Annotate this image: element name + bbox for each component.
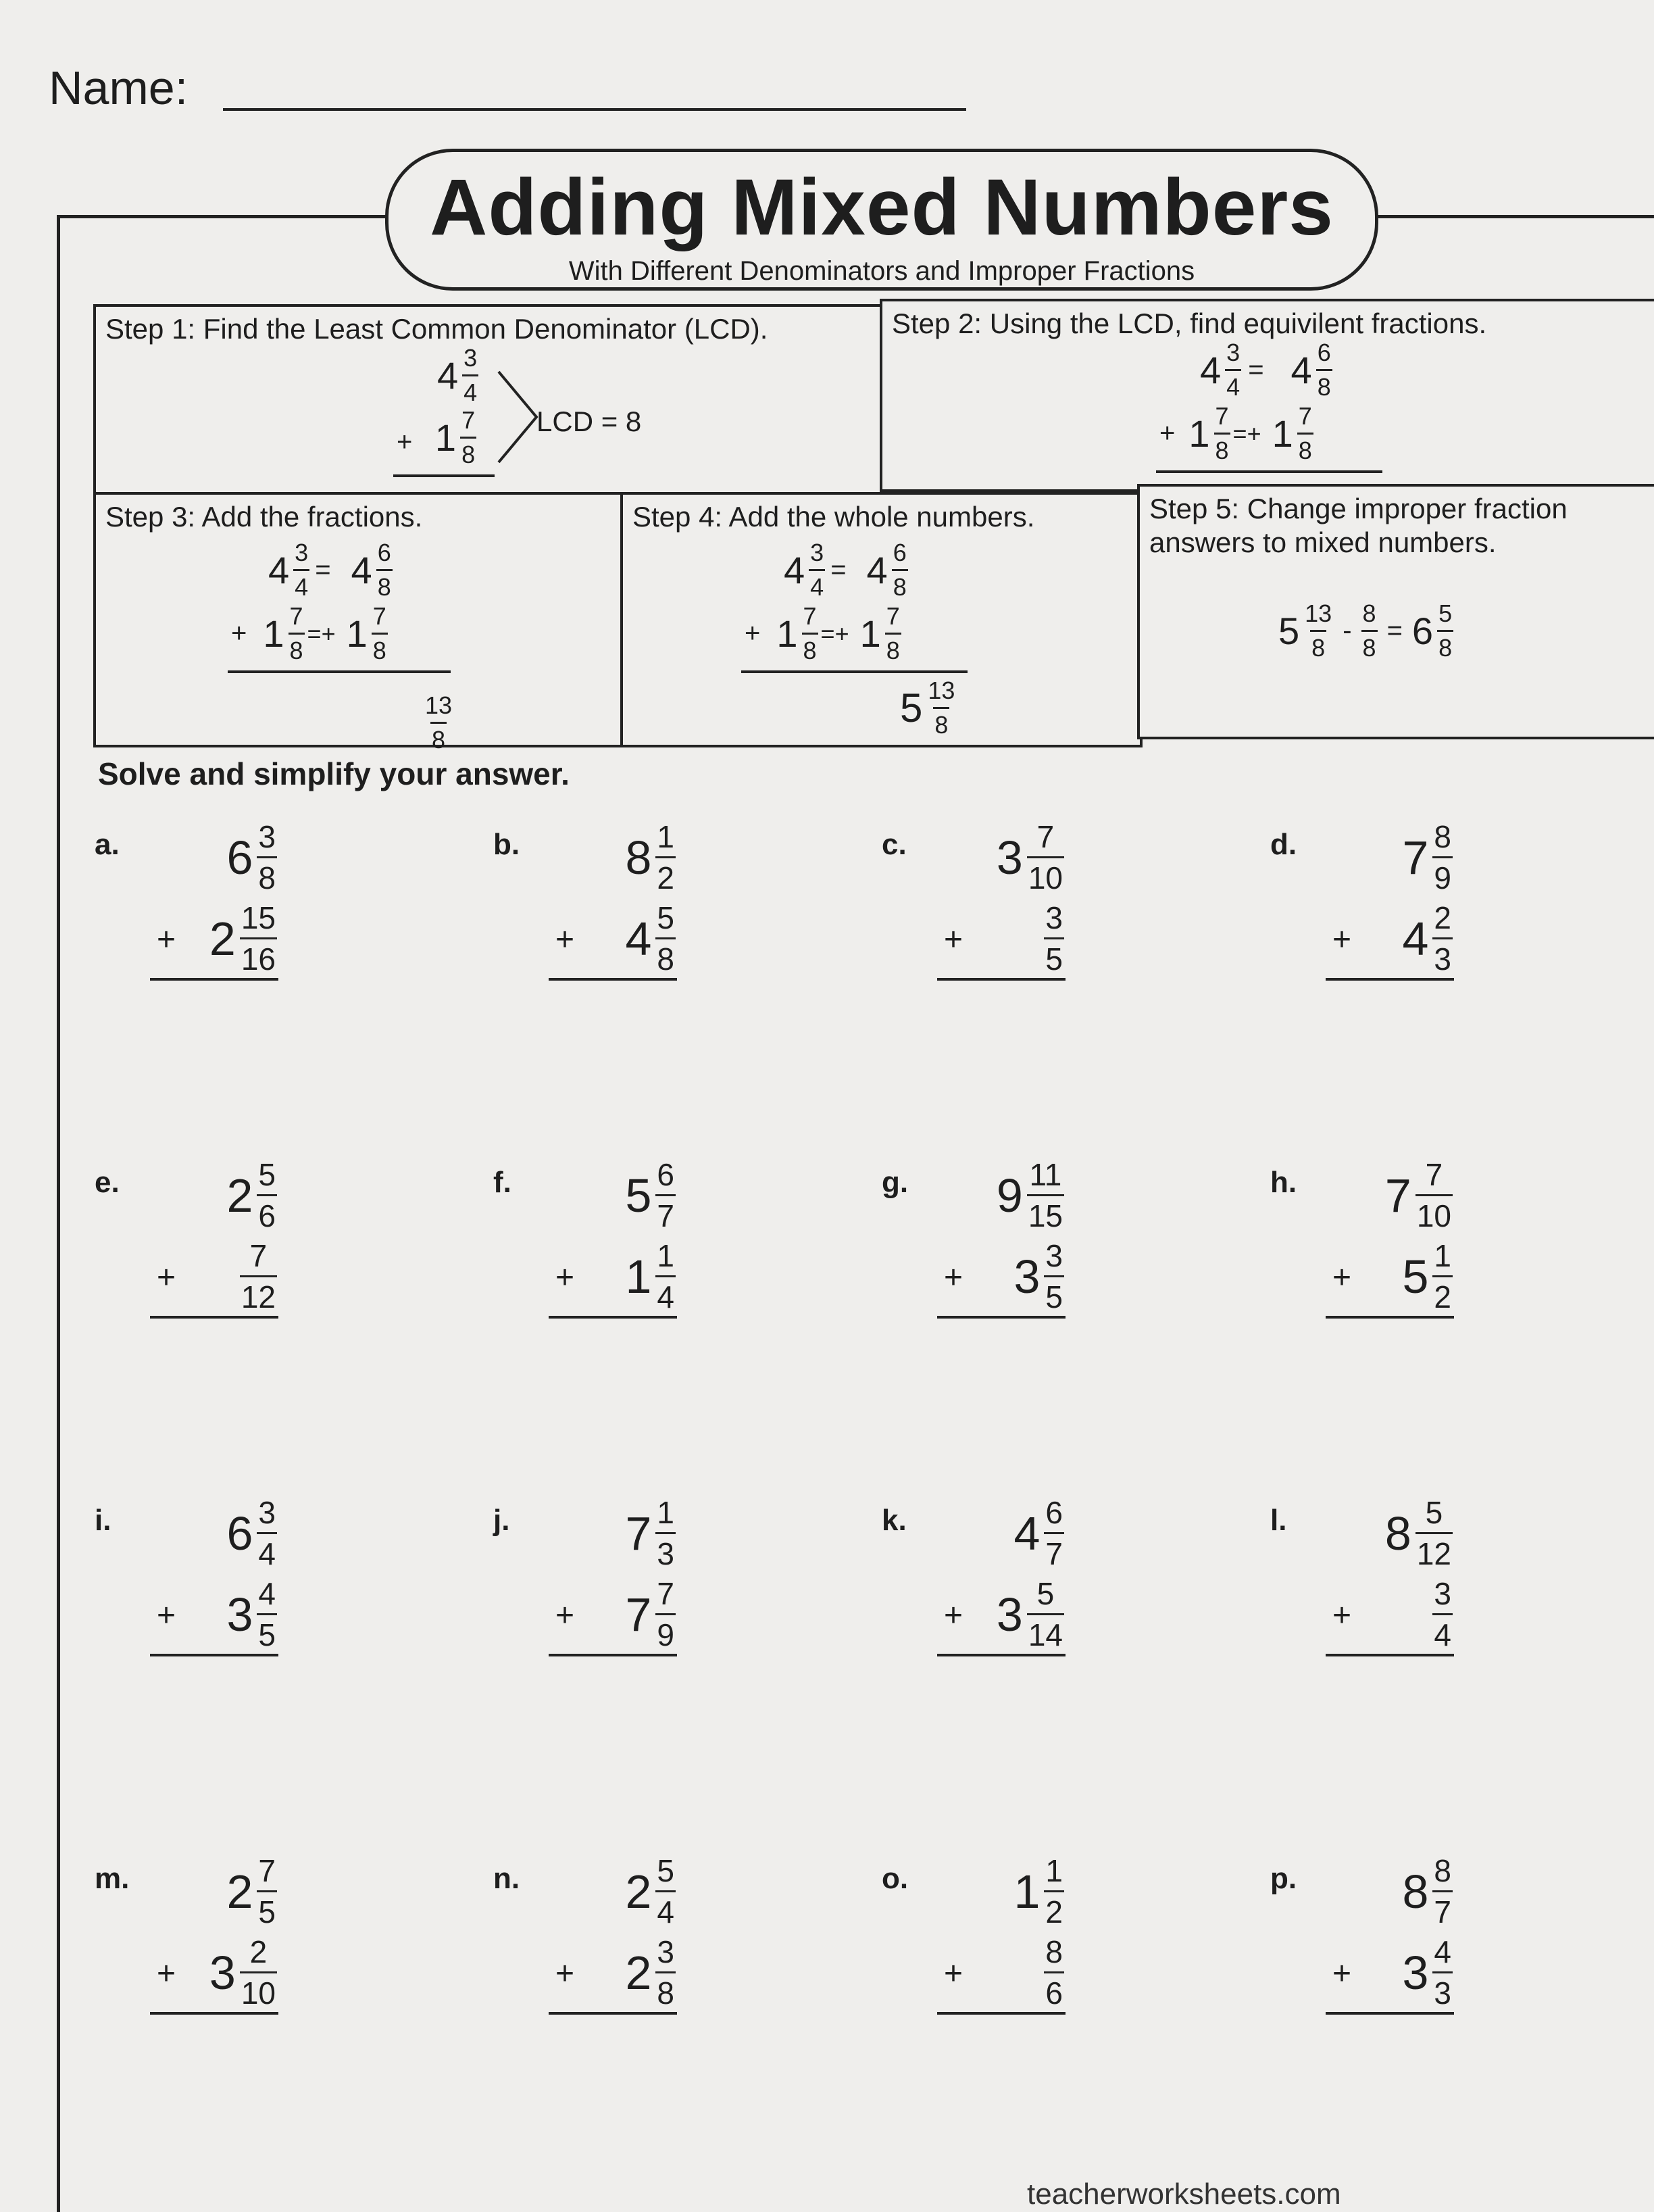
answer-line[interactable] xyxy=(937,1654,1066,1656)
step-5-conversion: 5 $\frac{13}{8}$ - $\frac{8}{8}$ = 6 $\frac{5}{8}$ xyxy=(1278,599,1453,662)
step-1-label: Step 1: Find the Least Common Denominator (LCD). xyxy=(105,313,768,345)
answer-line[interactable] xyxy=(937,2012,1066,2015)
answer-line[interactable] xyxy=(549,978,677,981)
problem-bottom-number: 3 $\frac{2}{10}$ xyxy=(209,1934,276,2011)
problem-l xyxy=(1270,1497,1608,1673)
footer-url: teacherworksheets.com xyxy=(1027,2178,1341,2211)
step-3-sum-line xyxy=(228,670,451,673)
plus-sign: + xyxy=(944,922,963,958)
plus-sign: + xyxy=(555,1260,575,1296)
step-2-box xyxy=(880,299,1654,492)
problem-bottom-number: $\frac{3}{5}$ xyxy=(1045,900,1063,977)
answer-line[interactable] xyxy=(150,2012,278,2015)
problem-bottom-number: 7 $\frac{7}{9}$ xyxy=(625,1576,674,1652)
lcd-text: LCD = 8 xyxy=(536,405,642,437)
answer-line[interactable] xyxy=(1326,2012,1454,2015)
problem-letter: d. xyxy=(1270,828,1297,861)
problem-letter: g. xyxy=(882,1166,909,1199)
step-3-bottom-row: + 1 $\frac{7}{8}$ = + 1 $\frac{7}{8}$ xyxy=(231,602,386,664)
problem-bottom-number: 2 $\frac{15}{16}$ xyxy=(209,900,276,977)
problem-b xyxy=(493,821,831,997)
answer-line[interactable] xyxy=(1326,1316,1454,1319)
step-4-mixed-sum: 5 $\frac{13}{8}$ xyxy=(900,677,955,739)
problem-bottom-number: $\frac{3}{4}$ xyxy=(1434,1576,1451,1652)
problem-k xyxy=(882,1497,1220,1673)
instructions: Solve and simplify your answer. xyxy=(98,756,570,791)
plus-sign: + xyxy=(944,1956,963,1992)
problem-i xyxy=(95,1497,432,1673)
problem-letter: o. xyxy=(882,1862,909,1895)
problem-j xyxy=(493,1497,831,1673)
problem-d xyxy=(1270,821,1608,997)
answer-line[interactable] xyxy=(1326,1654,1454,1656)
problem-p xyxy=(1270,1855,1608,2031)
step-4-box xyxy=(620,492,1143,747)
problem-c xyxy=(882,821,1220,997)
name-label: Name: xyxy=(49,62,189,114)
step-3-box xyxy=(93,492,626,754)
problem-a xyxy=(95,821,432,997)
step-1-box xyxy=(93,304,882,497)
plus-sign: + xyxy=(1332,1260,1352,1296)
problem-m xyxy=(95,1855,432,2031)
problem-top-number: 7 $\frac{1}{3}$ xyxy=(625,1495,674,1571)
problem-top-number: 1 $\frac{1}{2}$ xyxy=(1013,1853,1063,1930)
plus-sign: + xyxy=(555,922,575,958)
problem-bottom-number: 1 $\frac{1}{4}$ xyxy=(625,1238,674,1314)
problem-bottom-number: 4 $\frac{2}{3}$ xyxy=(1402,900,1451,977)
problem-top-number: 7 $\frac{7}{10}$ xyxy=(1384,1157,1451,1233)
step-2-sum-line xyxy=(1156,470,1382,473)
step-3-fraction-sum: $\frac{13}{8}$ xyxy=(425,691,453,754)
plus-sign: + xyxy=(944,1260,963,1296)
step-2-top-row: 4 $\frac{3}{4}$ = 4 $\frac{6}{8}$ xyxy=(1200,339,1331,401)
problem-top-number: 8 $\frac{5}{12}$ xyxy=(1384,1495,1451,1571)
problem-top-number: 7 $\frac{8}{9}$ xyxy=(1402,819,1451,895)
step-5-label: Step 5: Change improper fraction answers to mixed numbers. xyxy=(1149,493,1568,558)
problem-top-number: 9 $\frac{11}{15}$ xyxy=(996,1157,1063,1233)
problem-h xyxy=(1270,1159,1608,1335)
problem-letter: h. xyxy=(1270,1166,1297,1199)
plus-sign: + xyxy=(157,1598,176,1633)
problem-top-number: 2 $\frac{5}{6}$ xyxy=(226,1157,276,1233)
problem-letter: p. xyxy=(1270,1862,1297,1895)
step-3-top-row: 4 $\frac{3}{4}$ = 4 $\frac{6}{8}$ xyxy=(268,539,391,601)
problem-letter: b. xyxy=(493,828,520,861)
problem-top-number: 5 $\frac{6}{7}$ xyxy=(625,1157,674,1233)
step-2-label: Step 2: Using the LCD, find equivilent fractions. xyxy=(892,308,1487,339)
step-1-sum-line xyxy=(393,474,495,477)
step-5-box xyxy=(1137,484,1654,739)
answer-line[interactable] xyxy=(150,978,278,981)
answer-line[interactable] xyxy=(937,978,1066,981)
problem-letter: c. xyxy=(882,828,907,861)
answer-line[interactable] xyxy=(150,1316,278,1319)
problem-letter: l. xyxy=(1270,1504,1287,1537)
problem-letter: n. xyxy=(493,1862,520,1895)
step-2-bottom-row: + 1 $\frac{7}{8}$ = + 1 $\frac{7}{8}$ xyxy=(1159,402,1312,464)
problem-bottom-number: 5 $\frac{1}{2}$ xyxy=(1402,1238,1451,1314)
plus-sign: + xyxy=(555,1598,575,1633)
name-blank-line[interactable] xyxy=(223,108,966,111)
plus-sign: + xyxy=(555,1956,575,1992)
problem-bottom-number: 4 $\frac{5}{8}$ xyxy=(625,900,674,977)
plus-sign: + xyxy=(157,1956,176,1992)
plus-sign: + xyxy=(157,922,176,958)
problem-letter: k. xyxy=(882,1504,907,1537)
problem-f xyxy=(493,1159,831,1335)
step-4-label: Step 4: Add the whole numbers. xyxy=(632,501,1035,533)
problem-bottom-number: 3 $\frac{4}{3}$ xyxy=(1402,1934,1451,2011)
answer-line[interactable] xyxy=(549,2012,677,2015)
problem-letter: m. xyxy=(95,1862,130,1895)
worksheet-title: Adding Mixed Numbers xyxy=(430,163,1334,252)
problem-g xyxy=(882,1159,1220,1335)
answer-line[interactable] xyxy=(1326,978,1454,981)
answer-line[interactable] xyxy=(549,1654,677,1656)
problem-e xyxy=(95,1159,432,1335)
problem-bottom-number: 3 $\frac{3}{5}$ xyxy=(1013,1238,1063,1314)
plus-sign: + xyxy=(157,1260,176,1296)
problem-n xyxy=(493,1855,831,2031)
step-4-top-row: 4 $\frac{3}{4}$ = 4 $\frac{6}{8}$ xyxy=(784,539,907,601)
plus-sign: + xyxy=(1332,1956,1352,1992)
answer-line[interactable] xyxy=(150,1654,278,1656)
problem-top-number: 6 $\frac{3}{8}$ xyxy=(226,819,276,895)
problem-letter: f. xyxy=(493,1166,511,1199)
problem-top-number: 2 $\frac{5}{4}$ xyxy=(625,1853,674,1930)
problem-letter: e. xyxy=(95,1166,120,1199)
step-1-top-number: 4 $\frac{3}{4}$ xyxy=(437,344,478,406)
answer-line[interactable] xyxy=(937,1316,1066,1319)
step-4-sum-line xyxy=(741,670,968,673)
step-4-bottom-row: + 1 $\frac{7}{8}$ = + 1 $\frac{7}{8}$ xyxy=(745,602,900,664)
problem-letter: j. xyxy=(493,1504,510,1537)
problem-top-number: 3 $\frac{7}{10}$ xyxy=(996,819,1063,895)
problem-letter: a. xyxy=(95,828,120,861)
worksheet-subtitle: With Different Denominators and Improper Fractions xyxy=(568,256,1195,286)
problem-top-number: 8 $\frac{8}{7}$ xyxy=(1402,1853,1451,1930)
problem-bottom-number: 3 $\frac{4}{5}$ xyxy=(226,1576,276,1652)
problem-letter: i. xyxy=(95,1504,111,1537)
title-banner xyxy=(385,149,1378,291)
plus-sign: + xyxy=(1332,1598,1352,1633)
problem-bottom-number: $\frac{8}{6}$ xyxy=(1045,1934,1063,2011)
problem-bottom-number: 2 $\frac{3}{8}$ xyxy=(625,1934,674,2011)
answer-line[interactable] xyxy=(549,1316,677,1319)
problem-bottom-number: 3 $\frac{5}{14}$ xyxy=(996,1576,1063,1652)
problem-top-number: 8 $\frac{1}{2}$ xyxy=(625,819,674,895)
step-1-bottom-number: + 1 $\frac{7}{8}$ xyxy=(397,406,476,468)
problem-o xyxy=(882,1855,1220,2031)
plus-sign: + xyxy=(944,1598,963,1633)
step-3-label: Step 3: Add the fractions. xyxy=(105,501,423,533)
plus-sign: + xyxy=(1332,922,1352,958)
problem-bottom-number: $\frac{7}{12}$ xyxy=(241,1238,276,1314)
problem-top-number: 4 $\frac{6}{7}$ xyxy=(1013,1495,1063,1571)
problem-top-number: 6 $\frac{3}{4}$ xyxy=(226,1495,276,1571)
problem-top-number: 2 $\frac{7}{5}$ xyxy=(226,1853,276,1930)
